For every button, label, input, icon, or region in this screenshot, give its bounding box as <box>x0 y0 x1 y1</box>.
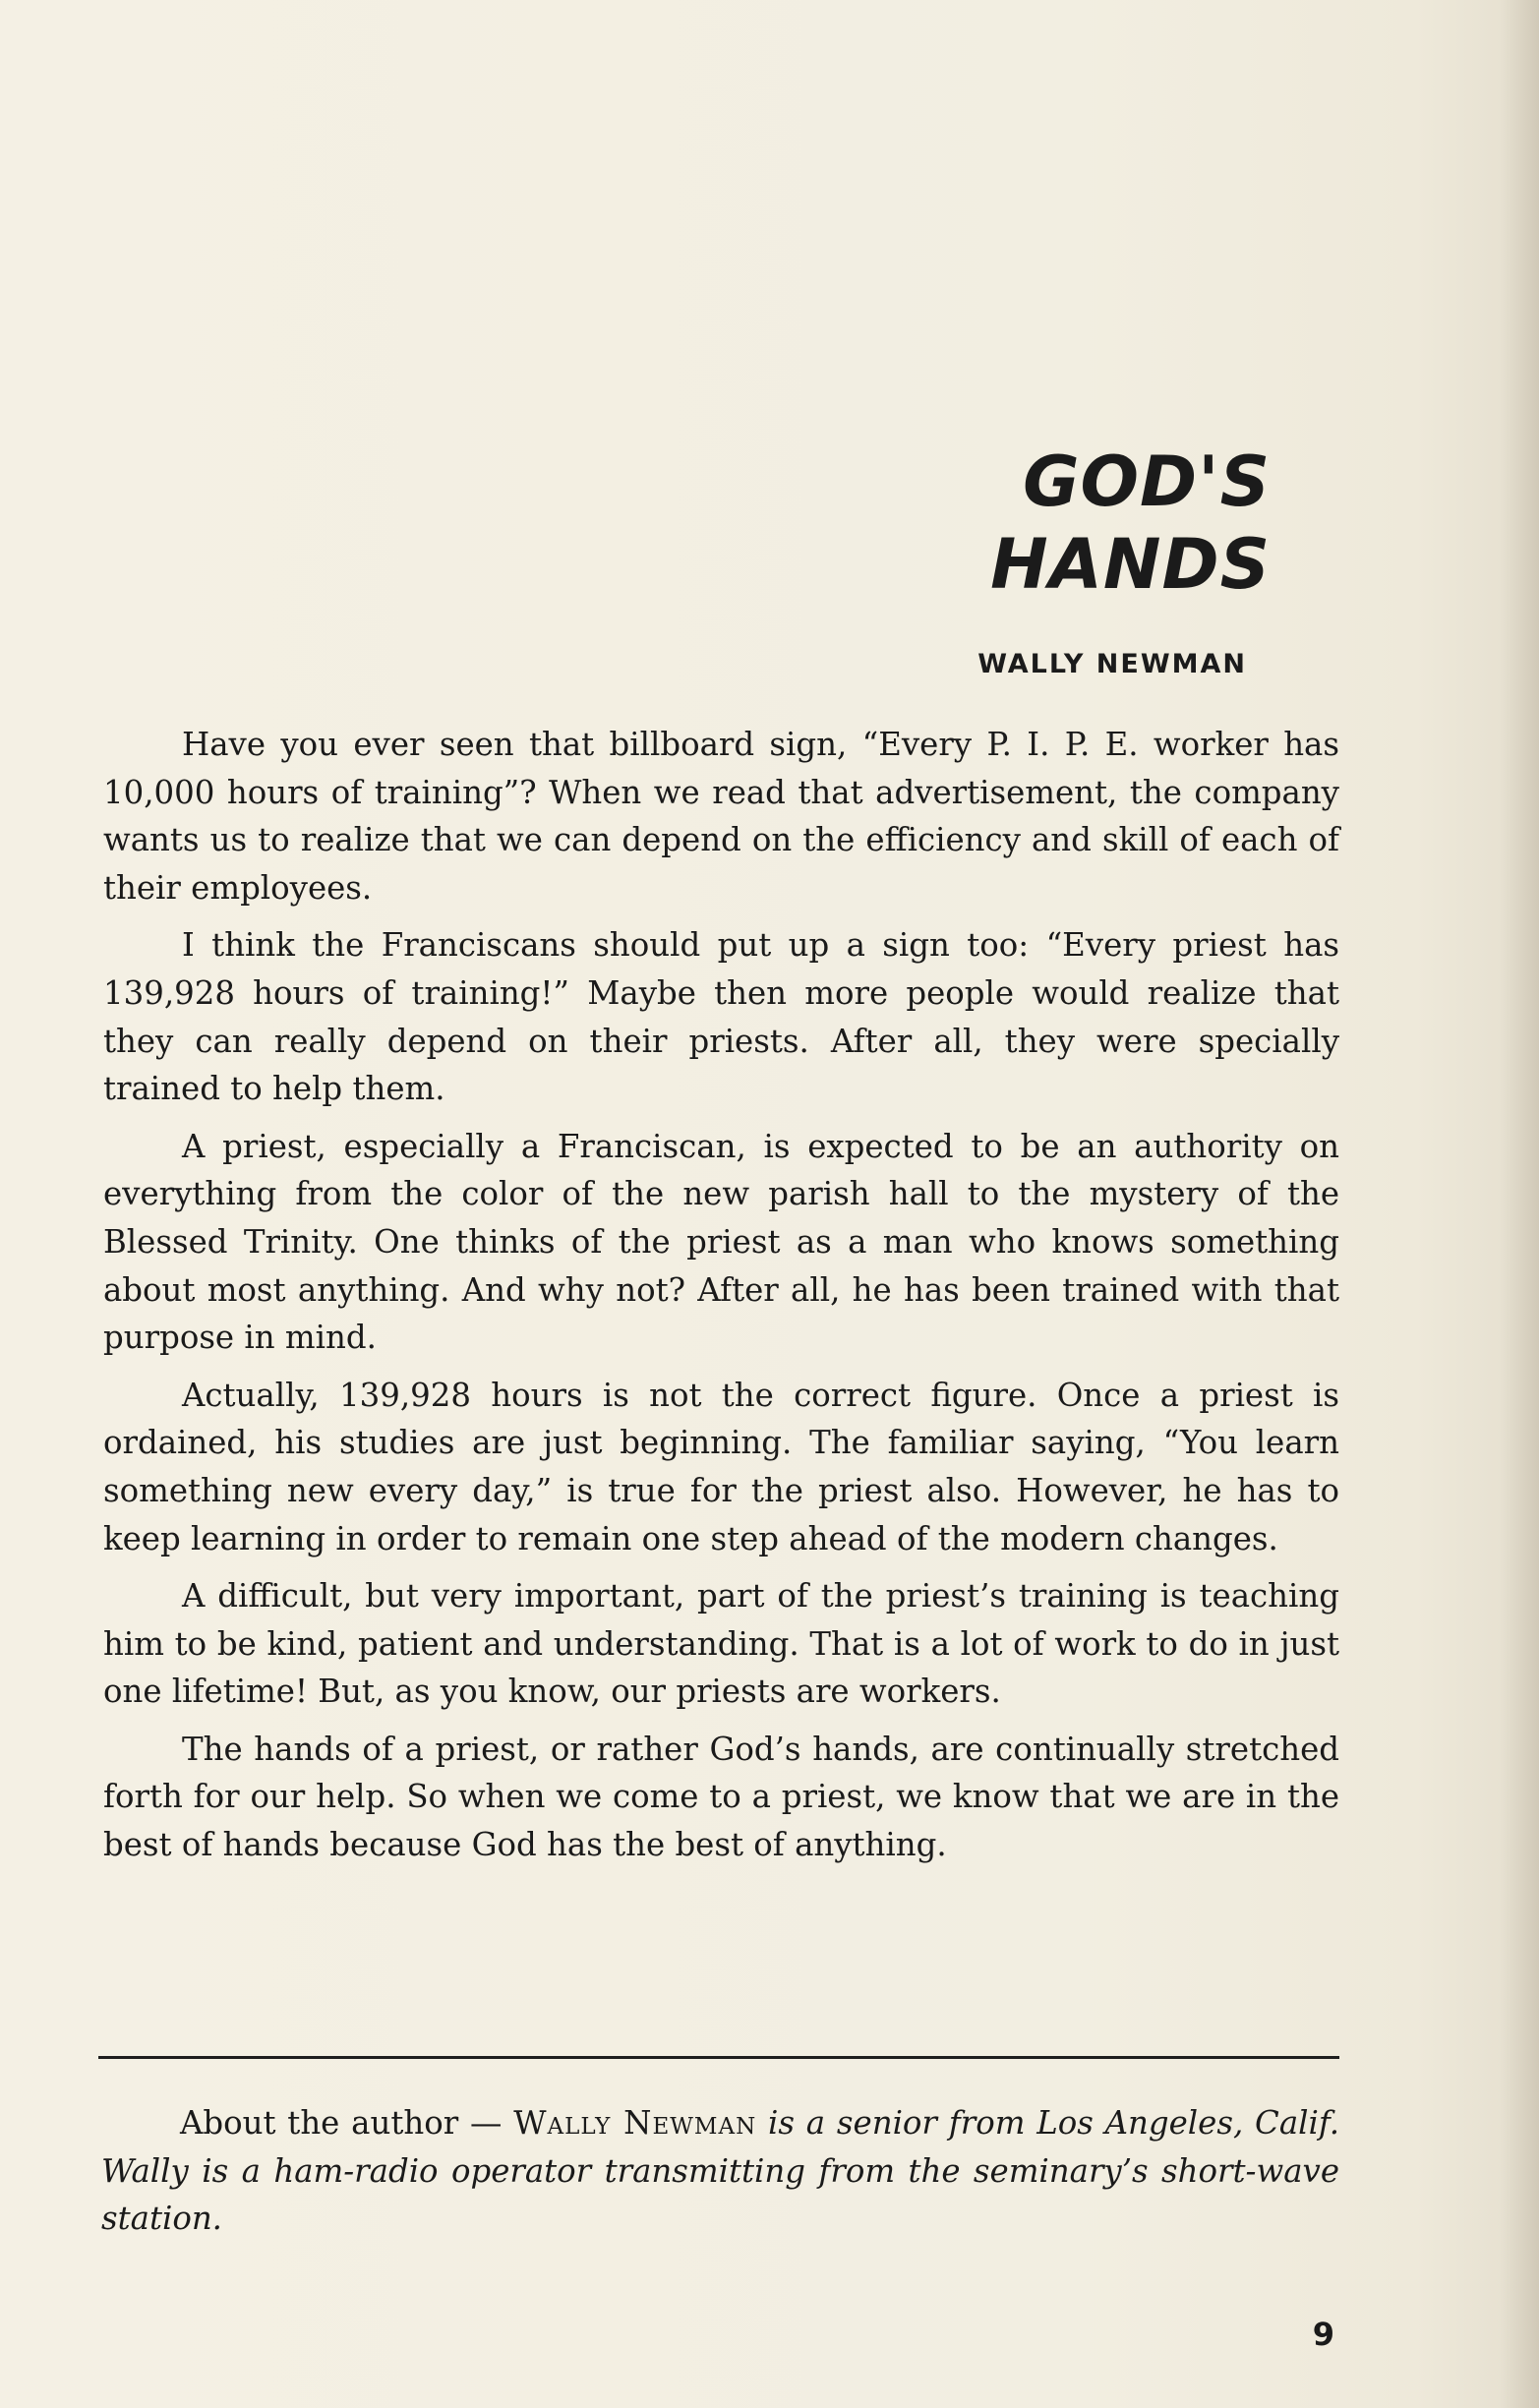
about-the-author <box>101 2099 1339 2243</box>
article-title <box>990 440 1271 606</box>
section-divider <box>98 2056 1339 2059</box>
about-lead: About the author — <box>180 2104 514 2142</box>
paragraph: A difficult, but very important, part of the priest’s training is teaching him to be kind, patient and understanding. That is a lot of work to do in just one lifetime! But, as you know, our priests are workers. <box>103 1577 1339 1711</box>
article-body <box>103 721 1339 1879</box>
paragraph: A priest, especially a Franciscan, is expected to be an authority on everything from the color of the new parish hall to the mystery of the Blessed Trinity. One thinks of the priest as a man who knows something about most anything. And why not? After all, he has been trained with that purpose in mind. <box>103 1127 1339 1357</box>
article-author: WALLY NEWMAN <box>977 649 1247 679</box>
about-author-name: Wally Newman <box>513 2104 757 2142</box>
paragraph: The hands of a priest, or rather God’s hands, are continually stretched forth for our help. So when we come to a priest, we know that we are in the best of hands because God has the best of anything. <box>103 1730 1339 1864</box>
paragraph: Have you ever seen that billboard sign, “Every P. I. P. E. worker has 10,000 hours of training”? When we read that advertisement, the company wants us to realize that we can depend on the efficiency and skill of each of their employees. <box>103 726 1339 907</box>
page-number: 9 <box>1312 2316 1334 2353</box>
page-edge-shadow <box>1500 0 1539 2408</box>
paragraph: I think the Franciscans should put up a sign too: “Every priest has 139,928 hours of training!” Maybe then more people would realize that they can really depend on their priests. After all, they were specially trained to help them. <box>103 926 1339 1108</box>
title-line-2: HANDS <box>990 524 1271 605</box>
about-author-bio: is a senior from Los Angeles, Calif. Wally is a ham-radio operator transmitting from the seminary’s short-wave station. <box>101 2104 1339 2238</box>
title-line-1: GOD'S <box>1023 441 1271 522</box>
paragraph: Actually, 139,928 hours is not the correct figure. Once a priest is ordained, his studies are just beginning. The familiar saying, “You learn something new every day,” is true for the priest also. However, he has to keep learning in order to remain one step ahead of the modern changes. <box>103 1376 1339 1557</box>
